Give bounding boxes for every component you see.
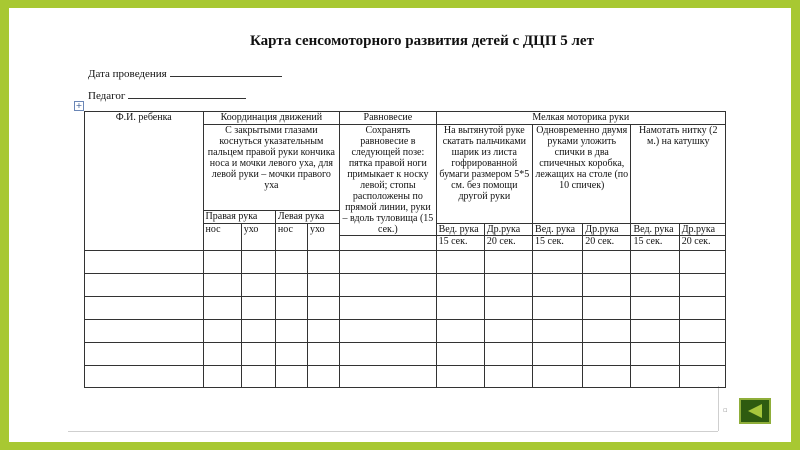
table-cell[interactable] <box>308 251 340 274</box>
left-nose-label: нос <box>275 224 307 251</box>
table-cell[interactable] <box>484 274 532 297</box>
task-coordination: С закрытыми глазами коснуться указательным пальцем правой руки кончика носа и мочки левого уха, для левой руки – мочки правого уха <box>203 125 340 211</box>
table-cell[interactable] <box>203 274 241 297</box>
table-cell[interactable] <box>340 251 436 274</box>
table-cell[interactable] <box>583 320 631 343</box>
table-cell[interactable] <box>85 251 204 274</box>
left-ear-label: ухо <box>308 224 340 251</box>
table-cell[interactable] <box>484 366 532 388</box>
table-cell[interactable] <box>340 274 436 297</box>
fine1-lead-hand: Вед. рука <box>436 224 484 236</box>
header-fine-motor: Мелкая моторика руки <box>436 112 725 125</box>
table-cell[interactable] <box>484 343 532 366</box>
table-cell[interactable] <box>436 274 484 297</box>
table-cell[interactable] <box>275 274 307 297</box>
table-cell[interactable] <box>533 320 583 343</box>
table-cell[interactable] <box>436 297 484 320</box>
table-cell[interactable] <box>340 320 436 343</box>
table-cell[interactable] <box>533 343 583 366</box>
table-cell[interactable] <box>203 343 241 366</box>
task-fine-3: Намотать нитку (2 м.) на катушку <box>631 125 726 224</box>
table-cell[interactable] <box>241 274 275 297</box>
table-cell[interactable] <box>679 320 725 343</box>
table-cell[interactable] <box>85 320 204 343</box>
table-row <box>85 366 726 388</box>
table-cell[interactable] <box>533 274 583 297</box>
table-cell[interactable] <box>241 251 275 274</box>
table-cell[interactable] <box>241 297 275 320</box>
table-cell[interactable] <box>679 251 725 274</box>
left-hand-label: Левая рука <box>275 211 339 224</box>
fine3-other-hand: Др.рука <box>679 224 725 236</box>
table-cell[interactable] <box>484 320 532 343</box>
table-cell[interactable] <box>436 251 484 274</box>
fine3-lead-hand: Вед. рука <box>631 224 679 236</box>
table-cell[interactable] <box>275 251 307 274</box>
table-cell[interactable] <box>85 274 204 297</box>
table-row <box>85 320 726 343</box>
table-cell[interactable] <box>436 320 484 343</box>
table-body <box>85 251 726 388</box>
table-cell[interactable] <box>679 297 725 320</box>
task-fine-2: Одновременно двумя руками уложить спички в два спичечных коробка, лежащих на столе (по 10 спичек) <box>533 125 631 224</box>
date-blank <box>170 66 282 77</box>
teacher-label: Педагог <box>88 90 126 102</box>
header-balance: Равновесие <box>340 112 436 125</box>
table-cell[interactable] <box>484 297 532 320</box>
table-cell[interactable] <box>275 297 307 320</box>
table-cell[interactable] <box>203 251 241 274</box>
table-cell[interactable] <box>340 366 436 388</box>
balance-time-cell <box>340 236 436 251</box>
table-cell[interactable] <box>308 274 340 297</box>
table-cell[interactable] <box>631 297 679 320</box>
table-cell[interactable] <box>340 297 436 320</box>
table-cell[interactable] <box>308 320 340 343</box>
table-cell[interactable] <box>631 274 679 297</box>
date-field <box>88 66 282 80</box>
table-cell[interactable] <box>340 343 436 366</box>
page-border-bottom <box>68 431 718 432</box>
table-cell[interactable] <box>583 366 631 388</box>
header-coordination: Координация движений <box>203 112 340 125</box>
table-cell[interactable] <box>308 366 340 388</box>
fine3-time-other: 20 сек. <box>679 236 725 251</box>
page-corner-mark: ▫ <box>723 406 728 414</box>
task-fine-1: На вытянутой руке скатать пальчиками шарик из листа гофрированной бумаги размером 5*5 см. без помощи другой руки <box>436 125 532 224</box>
table-cell[interactable] <box>85 366 204 388</box>
table-cell[interactable] <box>203 320 241 343</box>
task-balance: Сохранять равновесие в следующей позе: пятка правой ноги примыкает к носку левой; стопы расположены по прямой линии, руки – вдоль туловища (15 сек.) <box>340 125 436 236</box>
table-cell[interactable] <box>679 274 725 297</box>
table-cell[interactable] <box>203 297 241 320</box>
table-cell[interactable] <box>583 297 631 320</box>
previous-slide-button[interactable] <box>739 398 771 424</box>
table-cell[interactable] <box>308 343 340 366</box>
document-title: Карта сенсомоторного развития детей с ДЦП 5 лет <box>250 33 594 49</box>
table-cell[interactable] <box>436 366 484 388</box>
table-cell[interactable] <box>533 366 583 388</box>
right-nose-label: нос <box>203 224 241 251</box>
fine2-lead-hand: Вед. рука <box>533 224 583 236</box>
table-cell[interactable] <box>436 343 484 366</box>
date-label: Дата проведения <box>88 68 167 80</box>
assessment-table <box>84 111 726 388</box>
table-cell[interactable] <box>275 366 307 388</box>
right-hand-label: Правая рука <box>203 211 275 224</box>
table-cell[interactable] <box>85 297 204 320</box>
table-cell[interactable] <box>275 320 307 343</box>
table-cell[interactable] <box>583 343 631 366</box>
table-cell[interactable] <box>631 251 679 274</box>
fine3-time-lead: 15 сек. <box>631 236 679 251</box>
header-child-name: Ф.И. ребенка <box>85 112 204 251</box>
table-cell[interactable] <box>484 251 532 274</box>
table-cell[interactable] <box>241 343 275 366</box>
table-row <box>85 251 726 274</box>
table-cell[interactable] <box>308 297 340 320</box>
table-row <box>85 343 726 366</box>
table-cell[interactable] <box>275 343 307 366</box>
table-cell[interactable] <box>241 366 275 388</box>
teacher-field <box>88 88 246 102</box>
fine2-other-hand: Др.рука <box>583 224 631 236</box>
table-cell[interactable] <box>679 366 725 388</box>
teacher-blank <box>128 88 246 99</box>
table-cell[interactable] <box>583 274 631 297</box>
table-cell[interactable] <box>631 343 679 366</box>
table-cell[interactable] <box>203 366 241 388</box>
fine2-time-lead: 15 сек. <box>533 236 583 251</box>
right-ear-label: ухо <box>241 224 275 251</box>
table-cell[interactable] <box>533 251 583 274</box>
triangle-left-icon <box>748 404 762 418</box>
table-cell[interactable] <box>631 320 679 343</box>
table-cell[interactable] <box>533 297 583 320</box>
table-cell[interactable] <box>85 343 204 366</box>
table-row <box>85 297 726 320</box>
table-cell[interactable] <box>631 366 679 388</box>
fine2-time-other: 20 сек. <box>583 236 631 251</box>
page-border-right <box>718 386 719 431</box>
table-row <box>85 274 726 297</box>
table-cell[interactable] <box>241 320 275 343</box>
fine1-other-hand: Др.рука <box>484 224 532 236</box>
table-cell[interactable] <box>679 343 725 366</box>
table-cell[interactable] <box>583 251 631 274</box>
fine1-time-other: 20 сек. <box>484 236 532 251</box>
move-handle-icon[interactable]: + <box>75 101 83 110</box>
fine1-time-lead: 15 сек. <box>436 236 484 251</box>
